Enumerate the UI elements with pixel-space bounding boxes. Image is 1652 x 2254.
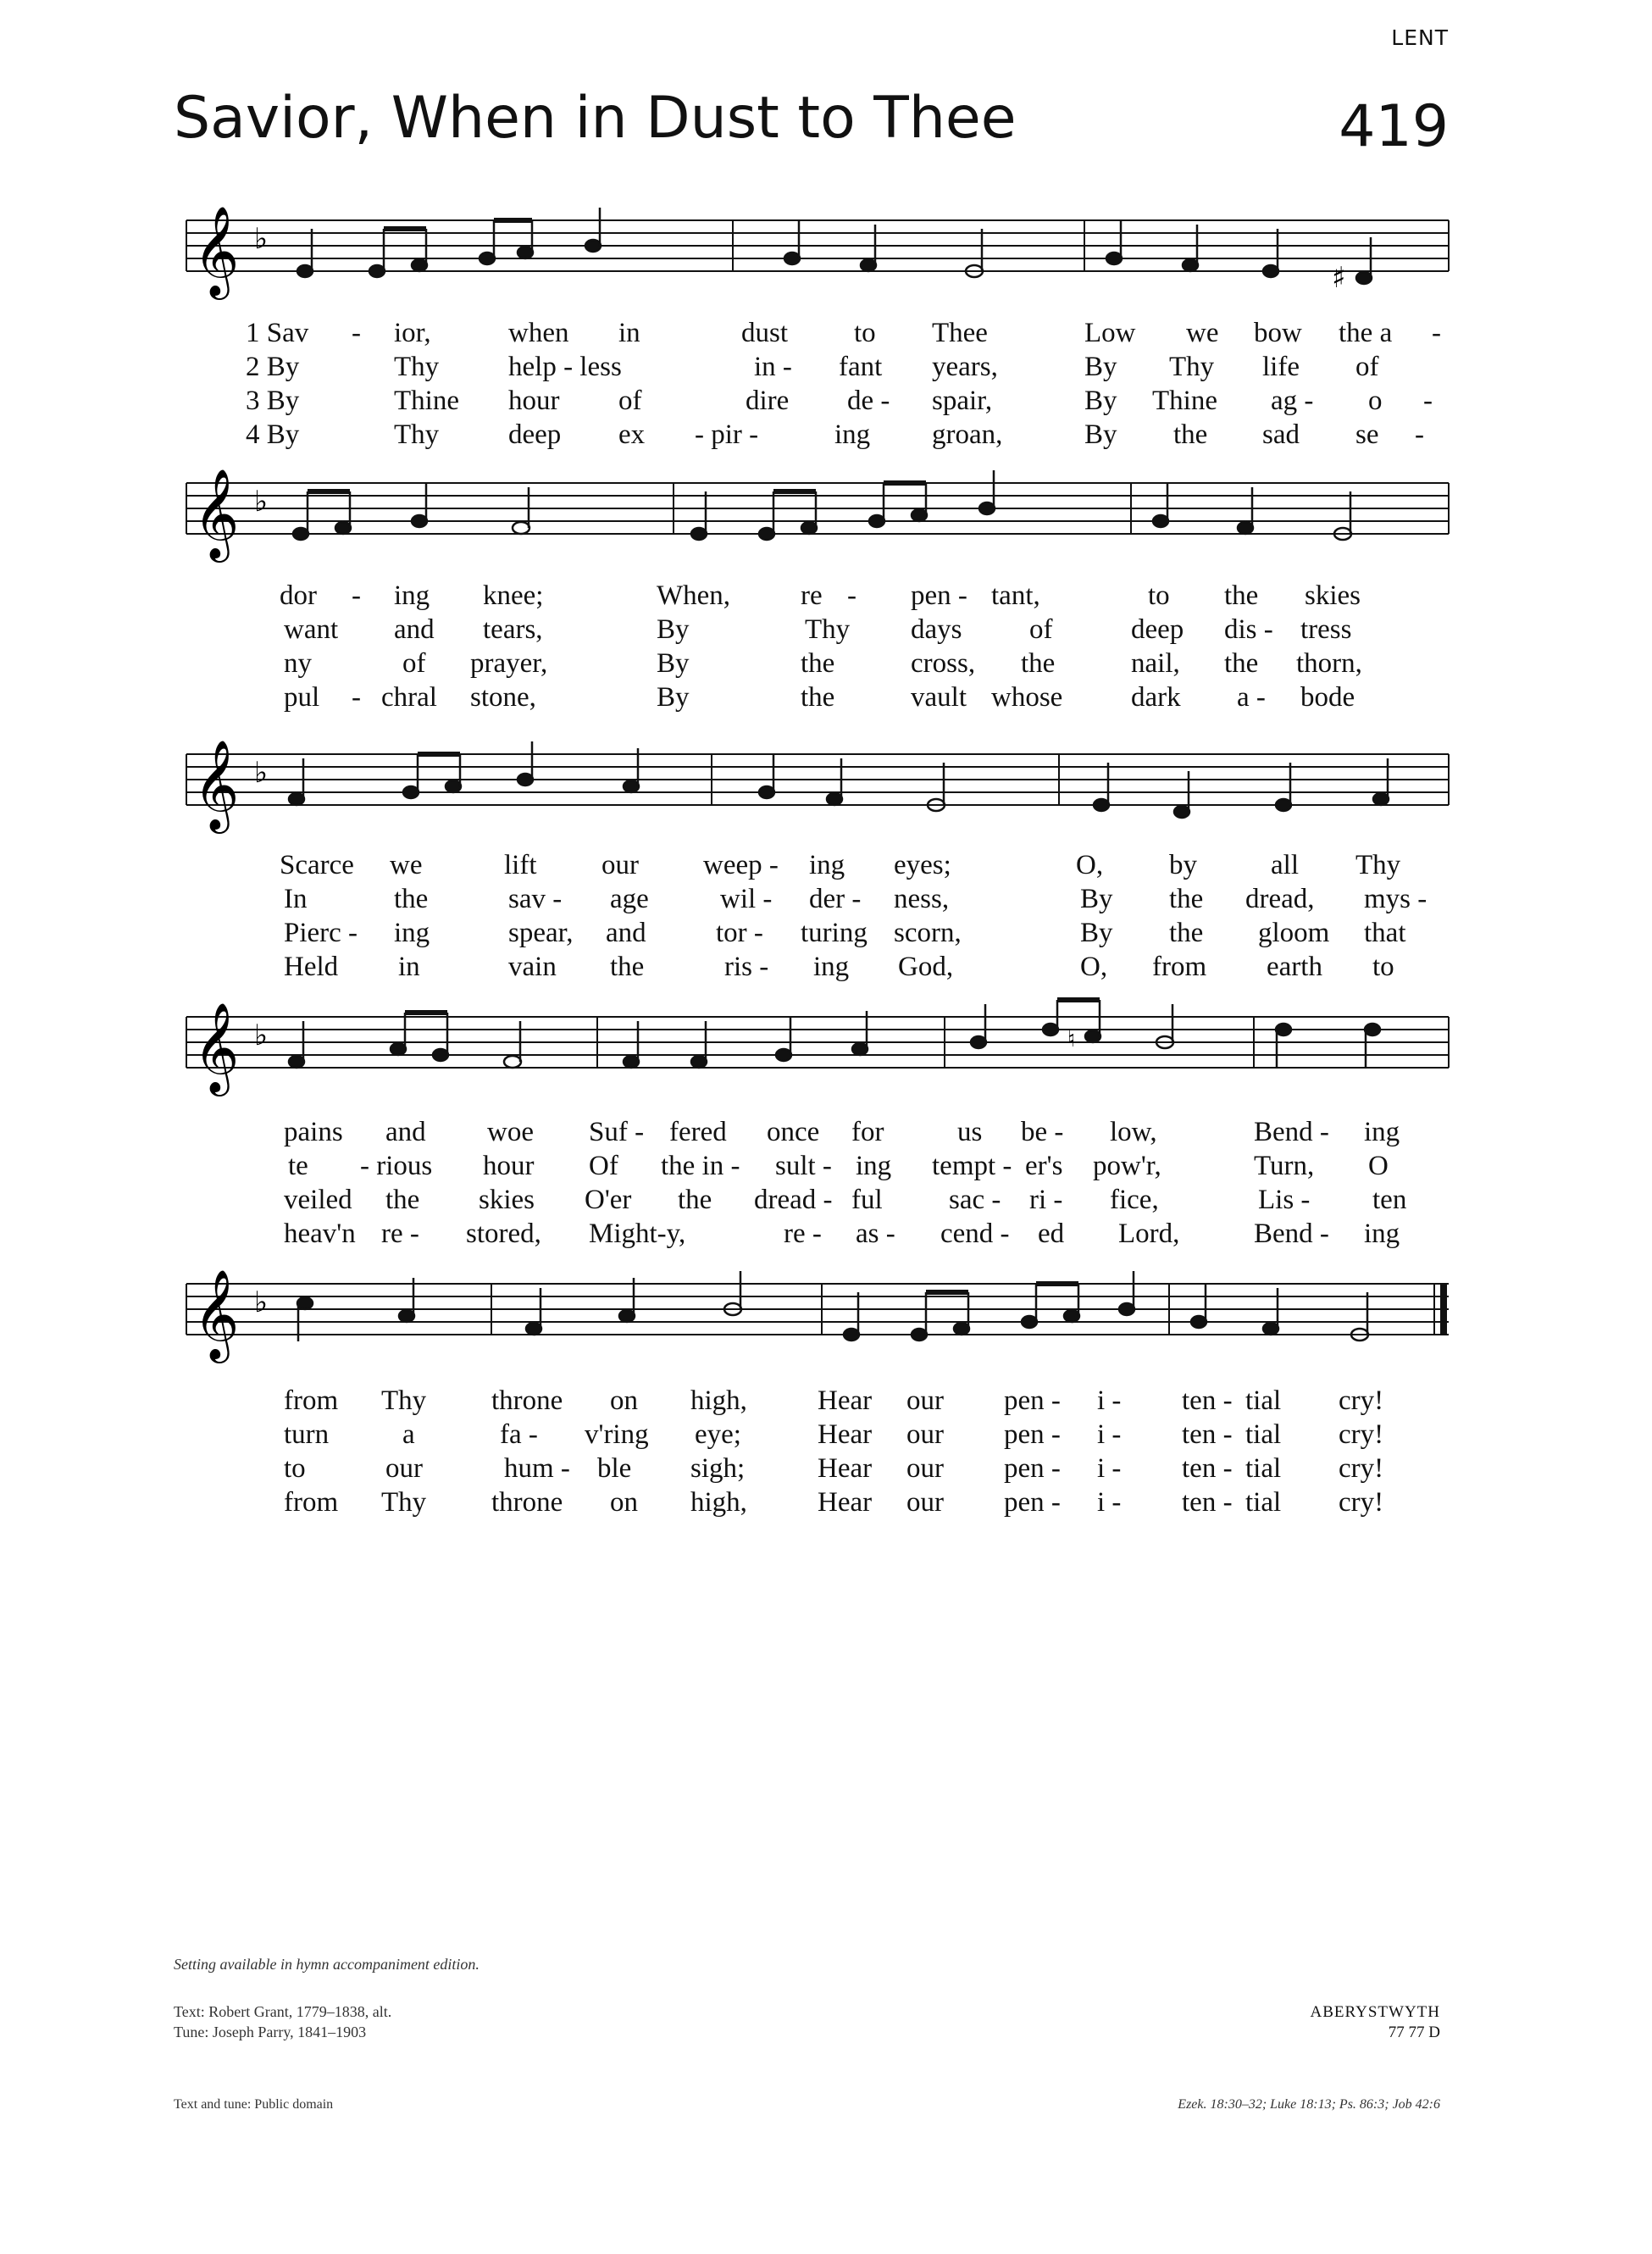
staff-2 xyxy=(169,462,1457,580)
natural-sign-icon: ♮ xyxy=(1067,1027,1076,1052)
accompaniment-note: Setting available in hymn accompaniment edition. xyxy=(174,1956,480,1973)
lyrics-s3-v4: Held in vain the ris - ing God, O, from earth to xyxy=(284,952,1394,982)
svg-text:♭: ♭ xyxy=(254,1019,269,1052)
lyrics-s4-v2: te - rious hour Of the in - sult - ing tempt - er's pow'r, Turn, O xyxy=(288,1151,1389,1181)
lyrics-s5-v1: from Thy throne on high, Hear our pen - i - ten - tial cry! xyxy=(284,1385,1384,1416)
svg-text:𝄞: 𝄞 xyxy=(193,468,240,558)
lyrics-s2-v3: ny of prayer, By the cross, the nail, the thorn, xyxy=(284,648,1362,679)
tune-credit: Tune: Joseph Parry, 1841–1903 xyxy=(174,2024,367,2040)
svg-text:𝄞: 𝄞 xyxy=(193,1269,240,1359)
lyrics-s1-v1: 1 Sav - ior, when in dust to Thee Low we bow the a - xyxy=(246,318,1441,348)
staff-4 xyxy=(169,996,1457,1114)
lyrics-s1-v2: 2 By Thy help - less in - fant years, By Thy life of xyxy=(246,352,1379,382)
music-system-2 xyxy=(169,462,1457,580)
lyrics-s4-v3: veiled the skies O'er the dread - ful sac - ri - fice, Lis - ten xyxy=(284,1185,1407,1215)
hymn-title: Savior, When in Dust to Thee xyxy=(174,85,1017,152)
text-credit: Text: Robert Grant, 1779–1838, alt. xyxy=(174,2003,392,2020)
lyrics-s1-v4: 4 By Thy deep ex - pir - ing groan, By the sad se - xyxy=(246,419,1424,450)
lyrics-s2-v1: dor - ing knee; When, re - pen - tant, to the skies xyxy=(280,580,1361,611)
staff-5 xyxy=(169,1263,1457,1381)
meter: 77 77 D xyxy=(1388,2024,1440,2041)
flat-sign-icon: ♭ xyxy=(254,222,269,256)
lyrics-s3-v3: Pierc - ing spear, and tor - turing scorn, By the gloom that xyxy=(284,918,1406,948)
scripture-references: Ezek. 18:30–32; Luke 18:13; Ps. 86:3; Job 42:6 xyxy=(1178,2097,1440,2112)
svg-text:𝄞: 𝄞 xyxy=(193,1002,240,1092)
lyrics-s5-v4: from Thy throne on high, Hear our pen - i - ten - tial cry! xyxy=(284,1487,1384,1518)
staff-3 xyxy=(169,733,1457,852)
lyrics-s2-v2: want and tears, By Thy days of deep dis - tress xyxy=(284,614,1352,645)
lyrics-s4-v4: heav'n re - stored, Might-y, re - as - cend - ed Lord, Bend - ing xyxy=(284,1219,1400,1249)
music-system-3 xyxy=(169,733,1457,852)
svg-text:♭: ♭ xyxy=(254,485,269,519)
lyrics-s4-v1: pains and woe Suf - fered once for us be - low, Bend - ing xyxy=(284,1117,1400,1147)
final-barline xyxy=(1440,1284,1447,1335)
lyrics-s1-v3: 3 By Thine hour of dire de - spair, By Thine ag - o - xyxy=(246,386,1433,416)
sharp-sign-icon: ♯ xyxy=(1332,261,1346,295)
music-system-4 xyxy=(169,996,1457,1114)
hymn-number: 419 xyxy=(1339,93,1449,160)
lyrics-s3-v1: Scarce we lift our weep - ing eyes; O, by all Thy xyxy=(280,850,1401,880)
lyrics-s2-v4: pul - chral stone, By the vault whose dark a - bode xyxy=(284,682,1355,713)
copyright: Text and tune: Public domain xyxy=(174,2097,334,2112)
lyrics-s3-v2: In the sav - age wil - der - ness, By the dread, mys - xyxy=(284,884,1427,914)
svg-text:♭: ♭ xyxy=(254,1285,269,1319)
lyrics-s5-v3: to our hum - ble sigh; Hear our pen - i - ten - tial cry! xyxy=(284,1453,1384,1484)
svg-text:♭: ♭ xyxy=(254,756,269,790)
music-system-5 xyxy=(169,1263,1457,1381)
section-label: LENT xyxy=(1391,25,1449,50)
music-system-1 xyxy=(169,199,1457,318)
tune-name: ABERYSTWYTH xyxy=(1310,2003,1440,2021)
lyrics-s5-v2: turn a fa - v'ring eye; Hear our pen - i - ten - tial cry! xyxy=(284,1419,1384,1450)
svg-text:𝄞: 𝄞 xyxy=(193,739,240,830)
staff-1 xyxy=(169,199,1457,318)
treble-clef-icon: 𝄞 xyxy=(193,205,240,296)
